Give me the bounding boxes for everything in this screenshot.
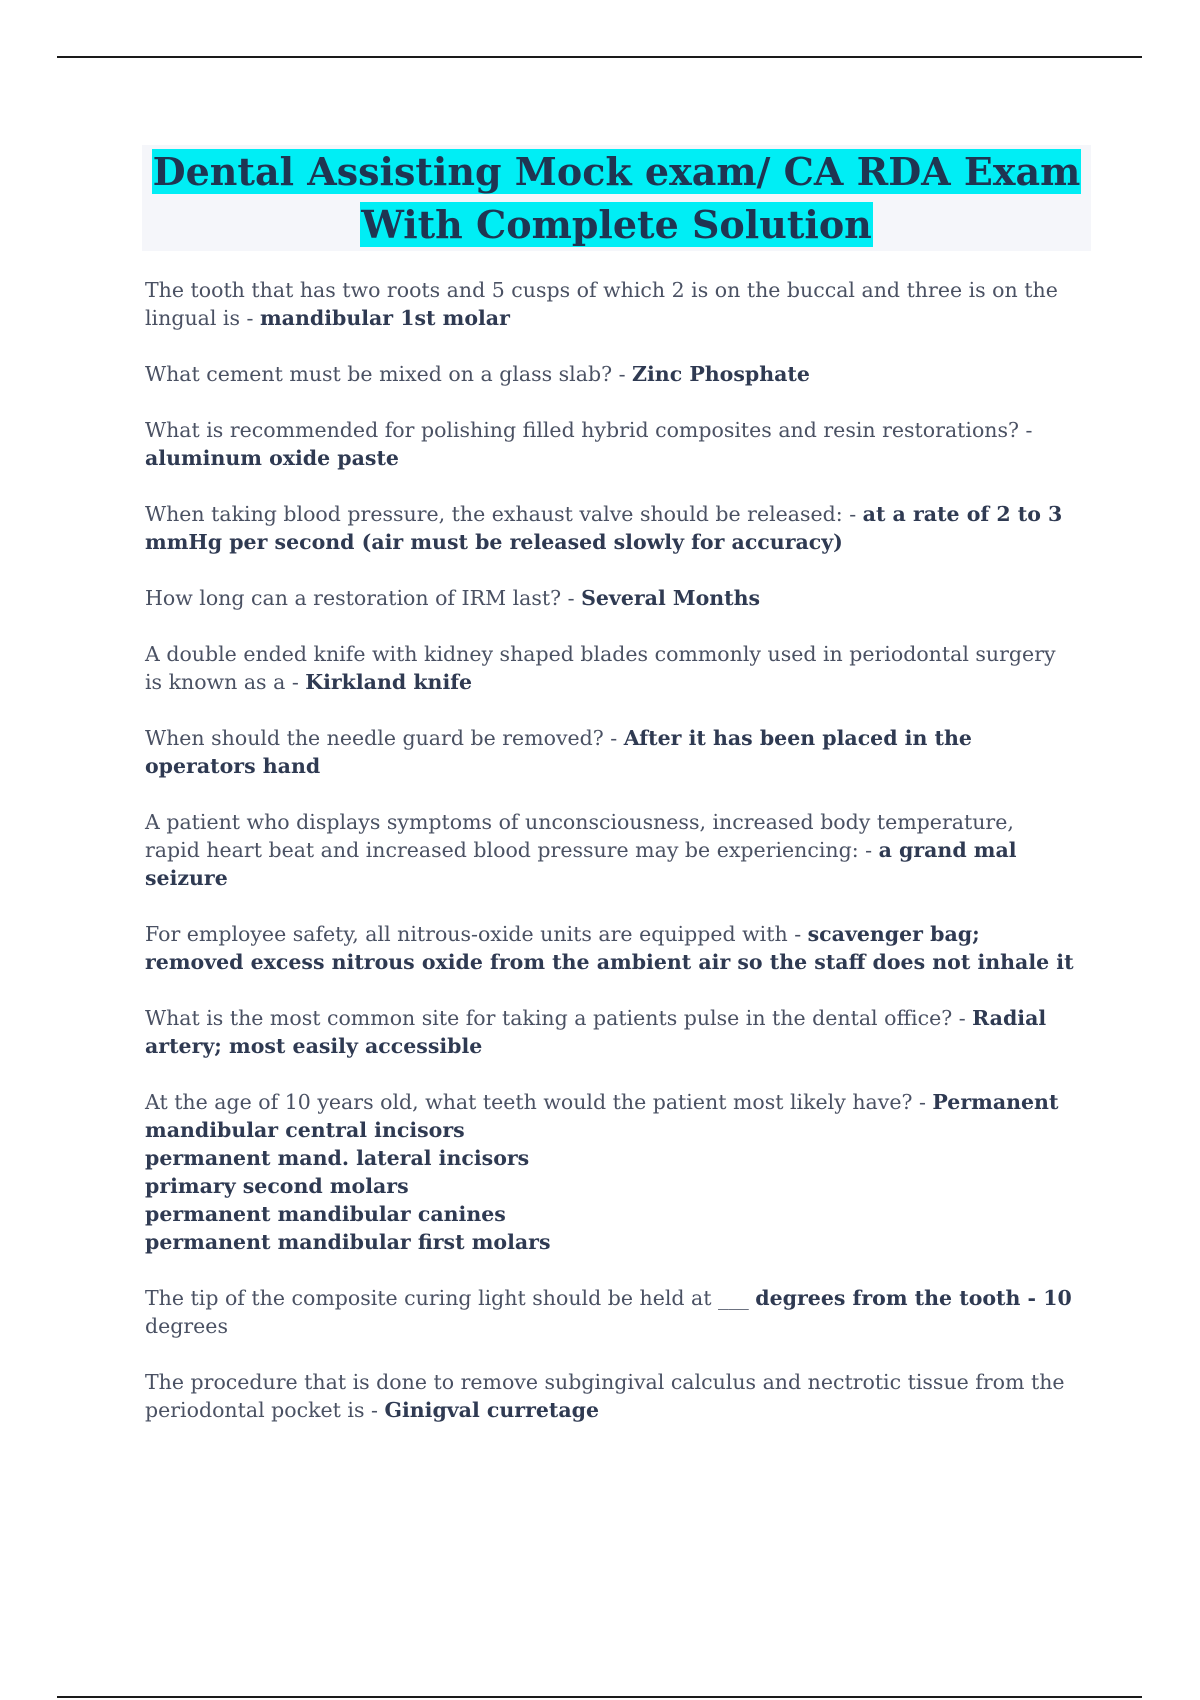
answer-line: permanent mand. lateral incisors bbox=[145, 1146, 530, 1170]
qa-item: The procedure that is done to remove subgingival calculus and nectrotic tissue from the periodontal pocket is - Ginigval curretage bbox=[145, 1370, 1065, 1422]
bottom-rule bbox=[57, 1696, 1142, 1698]
document-title-line-1: Dental Assisting Mock exam/ CA RDA Exam bbox=[152, 149, 1081, 194]
qa-item: What is the most common site for taking a patients pulse in the dental office? - Radial artery; most easily accessible bbox=[145, 1006, 1047, 1058]
answer-text: Permanent mandibular central incisors bbox=[145, 1090, 1059, 1142]
answer-text: mandibular 1st molar bbox=[259, 306, 510, 330]
qa-item: What is recommended for polishing filled hybrid composites and resin restorations? - aluminum oxide paste bbox=[145, 418, 1033, 470]
qa-item: A patient who displays symptoms of unconsciousness, increased body temperature, rapid heart beat and increased blood pressure may be experiencing: - a grand mal seizure bbox=[145, 810, 1017, 890]
qa-item: What cement must be mixed on a glass slab? - Zinc Phosphate bbox=[145, 362, 810, 386]
answer-text: 10 bbox=[1043, 1286, 1072, 1310]
answer-text: scavenger bag; removed excess nitrous oxide from the ambient air so the staff does not inhale it bbox=[145, 922, 1074, 974]
question-text: What is the most common site for taking a patients pulse in the dental office? bbox=[145, 1006, 953, 1030]
answer-text: aluminum oxide paste bbox=[145, 446, 399, 470]
question-bold-text: degrees from the tooth bbox=[755, 1286, 1021, 1310]
answer-text: a grand mal seizure bbox=[145, 838, 1017, 890]
question-text: At the age of 10 years old, what teeth would the patient most likely have? bbox=[145, 1090, 913, 1114]
qa-item: At the age of 10 years old, what teeth would the patient most likely have? - Permanent mandibular central incisors permanent mand. lateral incisors primary second molars permanent mandibular canines permanent mandibular first molars bbox=[145, 1088, 1075, 1256]
document-title-line-2: With Complete Solution bbox=[361, 202, 872, 247]
question-text: A double ended knife with kidney shaped blades commonly used in periodontal surgery is known as a bbox=[145, 642, 1056, 694]
answer-line: permanent mandibular canines bbox=[145, 1202, 506, 1226]
question-text: When should the needle guard be removed? bbox=[145, 726, 604, 750]
qa-item: A double ended knife with kidney shaped blades commonly used in periodontal surgery is known as a - Kirkland knife bbox=[145, 642, 1056, 694]
top-rule bbox=[57, 56, 1142, 58]
answer-line: permanent mandibular first molars bbox=[145, 1230, 551, 1254]
qa-item: How long can a restoration of IRM last? - Several Months bbox=[145, 586, 761, 610]
answer-line: primary second molars bbox=[145, 1174, 409, 1198]
answer-text: After it has been placed in the operators hand bbox=[145, 726, 972, 778]
qa-item: The tooth that has two roots and 5 cusps of which 2 is on the buccal and three is on the lingual is - mandibular 1st molar bbox=[145, 278, 1058, 330]
answer-tail: degrees bbox=[145, 1314, 228, 1338]
answer-text: Several Months bbox=[581, 586, 761, 610]
qa-item: For employee safety, all nitrous-oxide units are equipped with - scavenger bag; removed excess nitrous oxide from the ambient air so the staff does not inhale it bbox=[145, 922, 1074, 974]
question-text: How long can a restoration of IRM last? bbox=[145, 586, 562, 610]
question-text: The procedure that is done to remove subgingival calculus and nectrotic tissue from the periodontal pocket is bbox=[145, 1370, 1065, 1422]
question-text: What cement must be mixed on a glass slab? bbox=[145, 362, 613, 386]
qa-item: The tip of the composite curing light should be held at ___ degrees from the tooth - 10 degrees bbox=[145, 1286, 1072, 1338]
question-text: For employee safety, all nitrous-oxide units are equipped with bbox=[145, 922, 788, 946]
answer-text: Radial artery; most easily accessible bbox=[145, 1006, 1047, 1058]
question-text: When taking blood pressure, the exhaust valve should be released: bbox=[145, 502, 843, 526]
answer-text: Kirkland knife bbox=[305, 670, 473, 694]
title-banner bbox=[142, 145, 1091, 251]
answer-text: Ginigval curretage bbox=[384, 1398, 600, 1422]
question-answer-list bbox=[145, 276, 1075, 1452]
question-text: The tooth that has two roots and 5 cusps of which 2 is on the buccal and three is on the lingual is bbox=[145, 278, 1058, 330]
qa-item: When taking blood pressure, the exhaust valve should be released: - at a rate of 2 to 3 mmHg per second (air must be released slowly for accuracy) bbox=[145, 502, 1063, 554]
question-text: A patient who displays symptoms of unconsciousness, increased body temperature, rapid heart beat and increased blood pressure may be experiencing: bbox=[145, 810, 1014, 862]
qa-item: When should the needle guard be removed? - After it has been placed in the operators hand bbox=[145, 726, 972, 778]
answer-text: Zinc Phosphate bbox=[632, 362, 810, 386]
question-text: What is recommended for polishing filled hybrid composites and resin restorations? bbox=[145, 418, 1020, 442]
answer-text: at a rate of 2 to 3 mmHg per second (air must be released slowly for accuracy) bbox=[145, 502, 1063, 554]
question-text: The tip of the composite curing light should be held at ___ bbox=[145, 1286, 749, 1310]
